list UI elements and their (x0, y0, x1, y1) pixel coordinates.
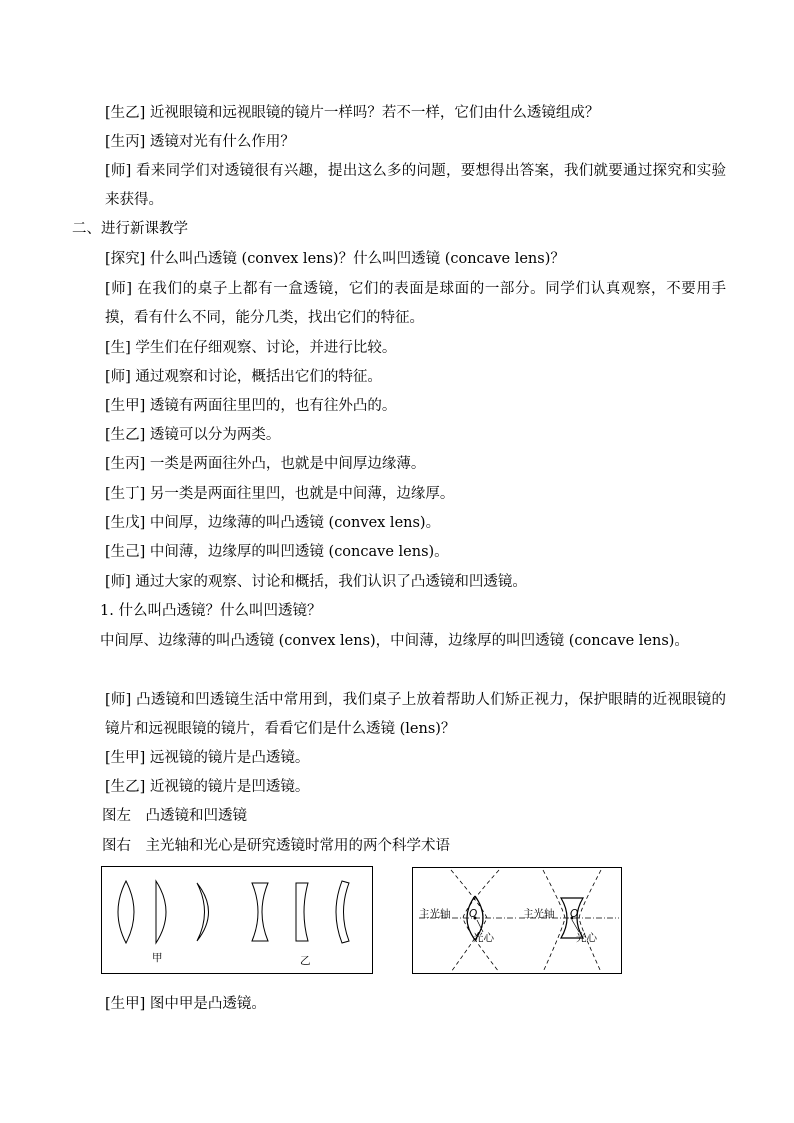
optical-center-point-label: O (469, 908, 478, 920)
dialogue-line: [生乙] 近视眼镜和远视眼镜的镜片一样吗？若不一样，它们由什么透镜组成？ (105, 105, 600, 121)
dialogue-line: [生戊] 中间厚，边缘薄的叫凸透镜 (convex lens)。 (105, 515, 441, 531)
dialogue-paragraph: [师] 凸透镜和凹透镜生活中常用到，我们桌子上放着帮助人们矫正视力，保护眼睛的近视眼镜的镜片和远视眼镜的镜片，看看它们是什么透镜 (lens)？ (105, 692, 726, 737)
principal-axis-label: 主光轴 (419, 908, 451, 920)
numbered-question: 1. 什么叫凸透镜？什么叫凹透镜？ (100, 603, 322, 619)
dialogue-line: [生乙] 透镜可以分为两类。 (105, 427, 281, 443)
dialogue-line: [生己] 中间薄，边缘厚的叫凹透镜 (concave lens)。 (105, 544, 449, 560)
concave-surface-arc-icon (579, 870, 601, 972)
dialogue-line: [生乙] 近视镜的镜片是凹透镜。 (105, 779, 310, 795)
figure-caption-left: 图左 凸透镜和凹透镜 (102, 808, 247, 824)
concave-surface-arc-icon (543, 870, 565, 972)
meniscus-convex-lens-icon (197, 883, 209, 941)
lens-types-figure (101, 866, 373, 974)
dialogue-line: [生甲] 透镜有两面往里凹的，也有往外凸的。 (105, 398, 397, 414)
definition-paragraph: 中间厚、边缘薄的叫凸透镜 (convex lens)，中间薄，边缘厚的叫凹透镜 (concave lens)。 (100, 633, 689, 649)
concave-group-label: 乙 (300, 955, 311, 967)
optical-center-label: 光心 (576, 932, 597, 944)
dialogue-line: [生丙] 透镜对光有什么作用？ (105, 134, 295, 150)
meniscus-concave-lens-icon (336, 881, 349, 943)
dialogue-paragraph: [师] 看来同学们对透镜很有兴趣，提出这么多的问题，要想得出答案，我们就要通过探究和实验来获得。 (105, 163, 726, 208)
optical-center-point-label: O (570, 908, 579, 920)
dialogue-line: [探究] 什么叫凸透镜 (convex lens)？什么叫凹透镜 (concave lens)？ (105, 251, 565, 267)
dialogue-line: [生丙] 一类是两面往外凸，也就是中间厚边缘薄。 (105, 456, 426, 472)
principal-axis-label: 主光轴 (523, 908, 555, 920)
dialogue-line: [生甲] 远视镜的镜片是凸透镜。 (105, 750, 310, 766)
section-heading: 二、进行新课教学 (72, 221, 188, 237)
dialogue-line: [师] 通过观察和讨论，概括出它们的特征。 (105, 369, 382, 385)
optical-center-label: 光心 (473, 932, 494, 944)
convex-group-label: 甲 (152, 952, 163, 964)
biconcave-lens-icon (252, 883, 268, 941)
dialogue-line: [生甲] 图中甲是凸透镜。 (105, 996, 266, 1012)
dialogue-line: [生] 学生们在仔细观察、讨论，并进行比较。 (105, 340, 397, 356)
lens-types-drawing (102, 867, 372, 973)
figure-caption-right: 图右 主光轴和光心是研究透镜时常用的两个科学术语 (102, 838, 450, 854)
dialogue-line: [生丁] 另一类是两面往里凹，也就是中间薄，边缘厚。 (105, 486, 455, 502)
dialogue-paragraph: [师] 在我们的桌子上都有一盒透镜，它们的表面是球面的一部分。同学们认真观察，不要用手摸，看有什么不同，能分几类，找出它们的特征。 (105, 281, 726, 326)
plano-convex-lens-icon (156, 881, 166, 943)
dialogue-line: [师] 通过大家的观察、讨论和概括，我们认识了凸透镜和凹透镜。 (105, 574, 527, 590)
plano-concave-lens-icon (296, 883, 308, 941)
convex-surface-arc-icon (451, 870, 487, 972)
convex-surface-arc-icon (463, 870, 499, 972)
biconvex-lens-icon (118, 881, 134, 943)
optical-axis-figure (412, 867, 622, 974)
